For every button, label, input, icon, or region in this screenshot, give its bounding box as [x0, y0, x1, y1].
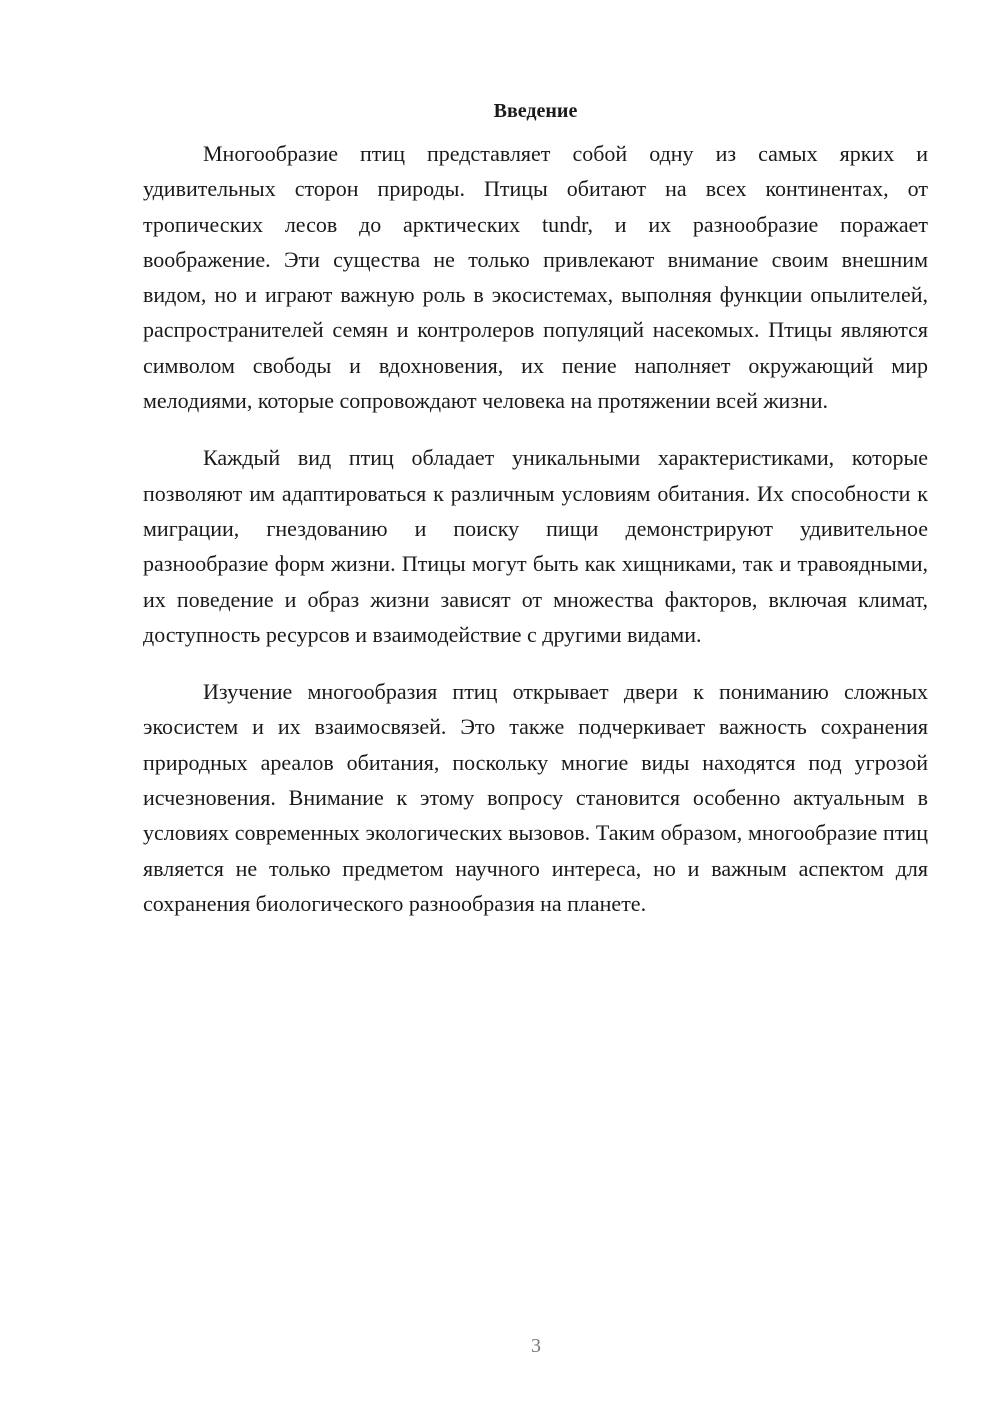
paragraph-3: Изучение многообразия птиц открывает двери к пониманию сложных экосистем и их взаимосвязей. Это также подчеркивает важность сохранения природных ареалов обитания, поскольку многие виды находятся под угрозой исчезновения. Внимание к этому вопросу становится особенно актуальным в условиях современных экологических вызовов. Таким образом, многообразие птиц является не только предметом научного интереса, но и важным аспектом для сохранения биологического разнообразия на планете. — [143, 679, 928, 916]
paragraph-1: Многообразие птиц представляет собой одну из самых ярких и удивительных сторон природы. Птицы обитают на всех континентах, от тропических лесов до арктических tundr, и их разнообразие поражает воображение. Эти существа не только привлекают внимание своим внешним видом, но и играют важную роль в экосистемах, выполняя функции опылителей, распространителей семян и контролеров популяций насекомых. Птицы являются символом свободы и вдохновения, их пение наполняет окружающий мир мелодиями, которые сопровождают человека на протяжении всей жизни. — [143, 141, 928, 414]
section-title: Введение — [493, 100, 578, 122]
page-number: 3 — [531, 1335, 541, 1357]
page-content — [143, 96, 928, 943]
paragraph-2: Каждый вид птиц обладает уникальными характеристиками, которые позволяют им адаптироваться к различным условиям обитания. Их способности к миграции, гнездованию и поиску пищи демонстрируют удивительное разнообразие форм жизни. Птицы могут быть как хищниками, так и травоядными, их поведение и образ жизни зависят от множества факторов, включая климат, доступность ресурсов и взаимодействие с другими видами. — [143, 445, 928, 647]
